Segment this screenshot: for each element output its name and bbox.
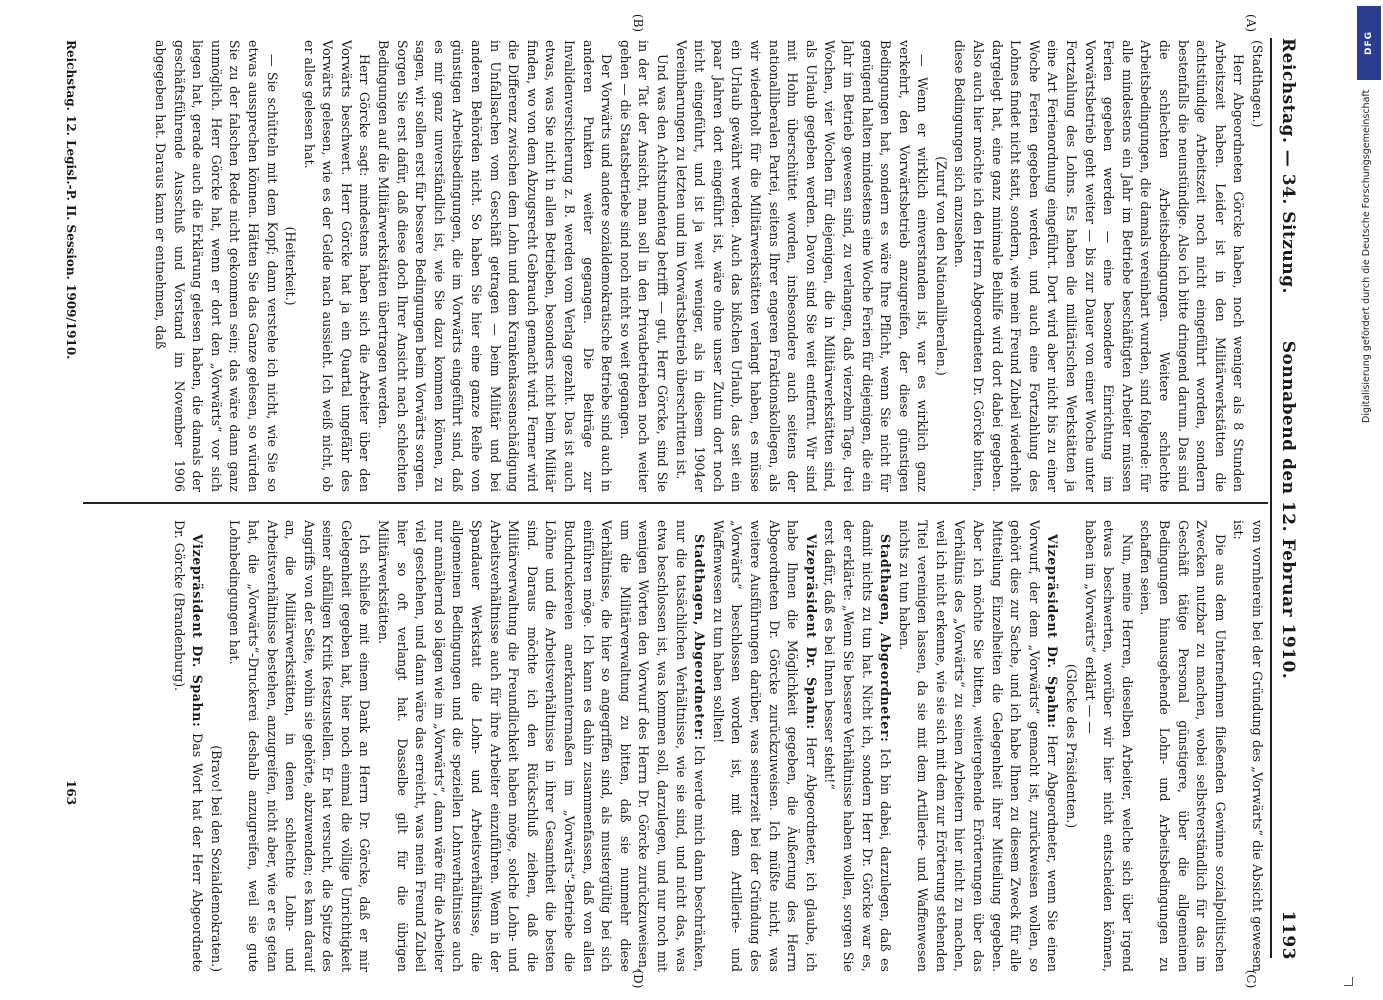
speaker-name: Vizepräsident Dr. Spahn:	[1045, 534, 1061, 729]
speaker-continuation: (Stadthagen.)	[1250, 40, 1265, 128]
speech-paragraph	[374, 520, 709, 972]
running-header-left: Reichstag. — 34. Sitzung.	[1278, 38, 1298, 294]
text-paragraph: — Wenn er wirklich einverstanden ist, war es wirklich ganz verkehrt, den Vorwärtsbetrieb anzugreifen, der diese günstigen Bedingungen hat, sondern es wäre Ihre Pflicht, wenn Sie nicht für genügend halten mindestens eine Woche Ferien für diejenigen, die ein Jahr im Betrieb gewesen sind, zu verlangen, daß vierzehn Tage, drei Wochen, vier Wochen für diejenigen, die in Militärwerkstätten sind, als Urlaub gegeben werden. Davon sind Sie weit entfernt. Wir sind mit Hohn überschüttet worden, insbesondere auch seitens der nationalliberalen Partei, seitens Ihrer engeren Fraktionskollegen, als wir wiederholt für die Militärwerkstätten verlangt haben, es müsse ein Urlaub gewährt werden. Auch das bißchen Urlaub, das seit ein paar Jahren dort eingeführt ist, wäre ohne unser Zutun dort noch nicht eingeführt, und ist ja weit weniger, als in diesem 1904er Vereinbarungen zu letzten und im Vorwärtsbetrieb überschritten ist.	[673, 40, 931, 492]
page-number: 1193	[1278, 910, 1298, 960]
speech-text: Herr Abgeordneter, ich glaube, ich habe Ihnen die Möglichkeit gegeben, die Äußerung des Herrn Abgeordneten Dr. Görcke zurückzuweisen. Ich müßte nicht, was weitere Ausführungen darüber, was seinerzeit bei der Gründung des „Vorwärts“ beschlossen worden ist, mit dem Artillerie- und Waffenwesen zu tun haben sollten!	[710, 520, 819, 972]
speaker-name: Vizepräsident Dr. Spahn:	[190, 534, 206, 728]
header-rule	[1270, 38, 1272, 958]
speech-paragraph	[169, 520, 206, 972]
text-paragraph: Und was den Achtstundentag betrifft — gut, Herr Görcke, sind Sie in der Tat der Ansicht, man soll in den Privatbetrieben noch weiter gehen — die Staatsbetriebe sind noch nicht so weit gegangen.	[617, 40, 670, 492]
interjection: (Heiterkeit.)	[283, 226, 299, 306]
document-page	[50, 0, 1350, 1000]
interjection: (Zuruf von den Nationalliberalen.)	[933, 156, 949, 376]
dfg-logo: DFG	[1357, 6, 1381, 80]
speech-paragraph	[708, 520, 820, 972]
footer-session-info: Reichstag. 12. Legisl.-P. II. Session. 1909/1910.	[64, 40, 78, 360]
margin-mark-a: (A)	[1244, 13, 1258, 33]
speech-paragraph	[894, 520, 1061, 972]
margin-mark-d: (D)	[631, 969, 645, 989]
text-paragraph: Herr Abgeordneten Görcke haben, noch weniger als 8 Stunden Arbeitszeit haben. Leider ist in den Militärwerkstätten die achtstündige Arbeitszeit noch nicht eingeführt worden, sondern bestenfalls die neunstündige. Also ich bitte dringend darum. Das sind die schlechten Arbeitsbedingungen. Weitere schlechte Arbeitsbedingungen, die damals vereinbart wurden, sind folgende: für alle mindestens ein Jahr im Betriebe beschäftigten Arbeiter müssen Ferien gegeben werden — eine besondere Einrichtung im Vorwärtsbetrieb geht weiter — bis zur Dauer von einer Woche unter Fortzahlung des Lohns. Es haben die militärischen Werkstätten ja eine Art Ferienordnung eingeführt. Dort wird aber nicht bis zu einer Woche Ferien gegeben werden, und auch eine Fortzahlung des Lohnes findet nicht statt, sondern, wie mein Freund Zubeil wiederholt dargelegt hat, eine ganz minimale Beihilfe wird dort dabei gegeben. Also auch hier möchte ich den Herrn Abgeordneten Dr. Görcke bitten, diese Bedingungen sich anzusehen.	[952, 40, 1247, 492]
column-divider	[83, 502, 1268, 504]
text-paragraph: Die aus dem Unternehmen fließenden Gewinne sozialpolitischen Zwecken nutzbar zu machen, wobei selbstverständlich für das im Geschäft tätige Personal günstigere, über die allgemeinen Bedingungen hinausgehende Lohn- und Arbeitsbedingungen zu schaffen seien.	[1138, 520, 1228, 972]
margin-mark-b: (B)	[631, 13, 645, 33]
right-text-column	[86, 520, 1266, 972]
running-header-date: Sonnabend den 12. Februar 1910.	[1278, 340, 1298, 680]
digitization-credit: Digitalisierung gefördert durch die Deutsche Forschungsgemeinschaft	[1361, 90, 1372, 424]
left-text-column	[86, 40, 1266, 492]
speaker-name: Stadthagen, Abgeordneter:	[692, 534, 708, 741]
speech-text: Herr Abgeordneter, wenn Sie einen Vorwurf, der dem „Vorwärts“ gemacht ist, zurückweisen wollen, so gehört dies zur Sache, und ich habe Ihnen zu diesem Zweck für alle Mitteilung Einzelheiten die Gelegenheit ihrer Mitteilung gegeben. Aber ich möchte Sie bitten, weitergehende Erörterungen über das Verhältnis des „Vorwärts“ zu seinen Arbeitern hier nicht zu machen, weil ich nicht erkenne, wie sie sich mit dem zur Erörterung stehenden Titel vereinigen lassen, da sie mit dem Artillerie- und Waffenwesen nichts zu tun haben.	[896, 520, 1061, 972]
interjection: (Glocke des Präsidenten.)	[1064, 663, 1080, 829]
text-paragraph: Herr Görcke sagt: mindestens haben sich die Arbeiter über den Vorwärts beschwert. Herr Görcke hat ja ein Quartal ungefähr des Vorwärts gelesen, wie es der Gelde nach aussieht. Ich weiß nicht, ob er alles gelesen hat.	[301, 40, 373, 492]
speech-text: Ich werde mich dann beschränken, nur die tatsächlichen Verhältnisse, wie sie sind, und nicht das, was etwa beschlossen ist, was kommen soll, darzulegen, und nur noch mit wenigen Worten den Vorwurf des Herrn Dr. Görcke zurückzuweisen, um die Militärverwaltung zu bitten, daß sie nunmehr diese Verhältnisse, die hier so angegriffen sind, als mustergültig bei sich einführen möge. Ich kann es dahin zusammenfassen, daß von allen Buchdruckereien anerkanntermaßen im „Vorwärts“-Betriebe die Löhne und die Arbeitsverhältnisse in ihrer Gesamtheit die besten sind. Daraus möchte ich den Rückschluß ziehen, daß die Militärverwaltung die Freundlichkeit haben möge, solche Lohn- und Arbeitsverhältnisse auch für ihre Arbeiter einzuführen. Wenn in der Spandauer Werkstatt die Lohn- und Arbeitsverhältnisse, die allgemeinen Bedingungen und die speziellen Lohnverhältnisse auch nur annähernd so lägen wie im „Vorwärts“, dann wäre für die Arbeiter viel geschehen, und dann wäre das erreicht, was mein Freund Zubeil hier so oft verlangt hat. Dasselbe gilt für die übrigen Militärwerkstätten.	[376, 520, 708, 972]
text-paragraph: Nun, meine Herren, dieselben Arbeiter, welche sich über irgend etwas beschwerten, worüber wir hier nicht entscheiden können, haben im „Vorwärts“ erklärt — —	[1082, 520, 1135, 972]
crop-marker	[1344, 977, 1353, 986]
margin-mark-c: (C)	[1244, 969, 1258, 989]
text-paragraph: — Sie schütteln mit dem Kopf; dann verstehe ich nicht, wie Sie so etwas aussprechen können. Hätten Sie das Ganze gelesen, so würden Sie zu der falschen Rede nicht gekommen sein; das wäre dann ganz unmöglich. Herr Görcke hat, wenn er dort den „Vorwärts“ vor sich liegen hat, gerade auch die Erklärung gelesen haben, die damals der geschäftsführende Ausschuß und Vorstand im November 1906 abgegeben hat. Daraus kann er entnehmen, daß	[152, 40, 280, 492]
text-paragraph: Der Vorwärts und andere sozialdemokratische Betriebe sind auch in anderen Punkten weiter gegangen. Die Beiträge zur Invalidenversicherung z. B. werden vom Verlag gezahlt. Das ist auch etwas, was Sie nicht in allen Betrieben, besonders nicht beim Militär finden, wo von dem Abzugsrecht Gebrauch gemacht wird. Ferner wird die Differenz zwischen dem Lohn und dem Krankenkassenschädigung in Unfallsachen vom Geschäft getragen — beim Militär und bei anderen Behörden nicht. So haben Sie hier eine ganze Reihe von günstigen Arbeitsbedingungen, die im Vorwärts eingeführt sind, daß es mir ganz unverständlich ist, wie Sie dazu kommen können, zu sagen, wir sollen erst für bessere Bedingungen beim Vorwärts sorgen. Sorgen Sie erst dafür, daß diese doch Ihrer Ansicht nach schlechten Bedingungen auf die Militärwerkstätten übertragen werden.	[376, 40, 615, 492]
speech-paragraph	[820, 520, 894, 972]
text-paragraph: Ich schließe mit einem Dank an Herrn Dr. Görcke, daß er mir Gelegenheit gegeben hat, hier noch einmal die völlige Unrichtigkeit seiner abfälligen Kritik festzustellen. Er hat versucht, die Spitze des Angriffs von der Seite, wohin sie gehörte, abzuwenden; es kam darauf an, die Militärwerkstätten, in denen schlechte Lohn- und Arbeitsverhältnisse bestehen, anzugreifen, nicht aber, wie er es getan hat, die „Vorwärts“-Druckerei deshalb anzugreifen, weil sie gute Lohnbedingungen hat.	[227, 520, 373, 972]
text-paragraph: von vornherein bei der Gründung des „Vorwärts“ die Absicht gewesen ist:	[1231, 520, 1265, 972]
speaker-name: Stadthagen, Abgeordneter:	[878, 534, 894, 743]
speech-text: Ich bin dabei, darzulegen, daß es damit nichts zu tun hat. Nicht ich, sondern Herr Dr. Görcke war es, der erklärte: „Wenn Sie bessere Verhältnisse haben wollen, sorgen Sie erst dafür, daß es bei Ihnen besser steht!“	[822, 520, 894, 972]
speech-text: Das Wort hat der Herr Abgeordnete Dr. Görcke (Brandenburg).	[171, 520, 206, 972]
interjection: (Bravo! bei den Sozialdemokraten.)	[208, 745, 224, 972]
footer-signature-number: 163	[64, 780, 78, 806]
speaker-name: Vizepräsident Dr. Spahn:	[803, 534, 819, 730]
